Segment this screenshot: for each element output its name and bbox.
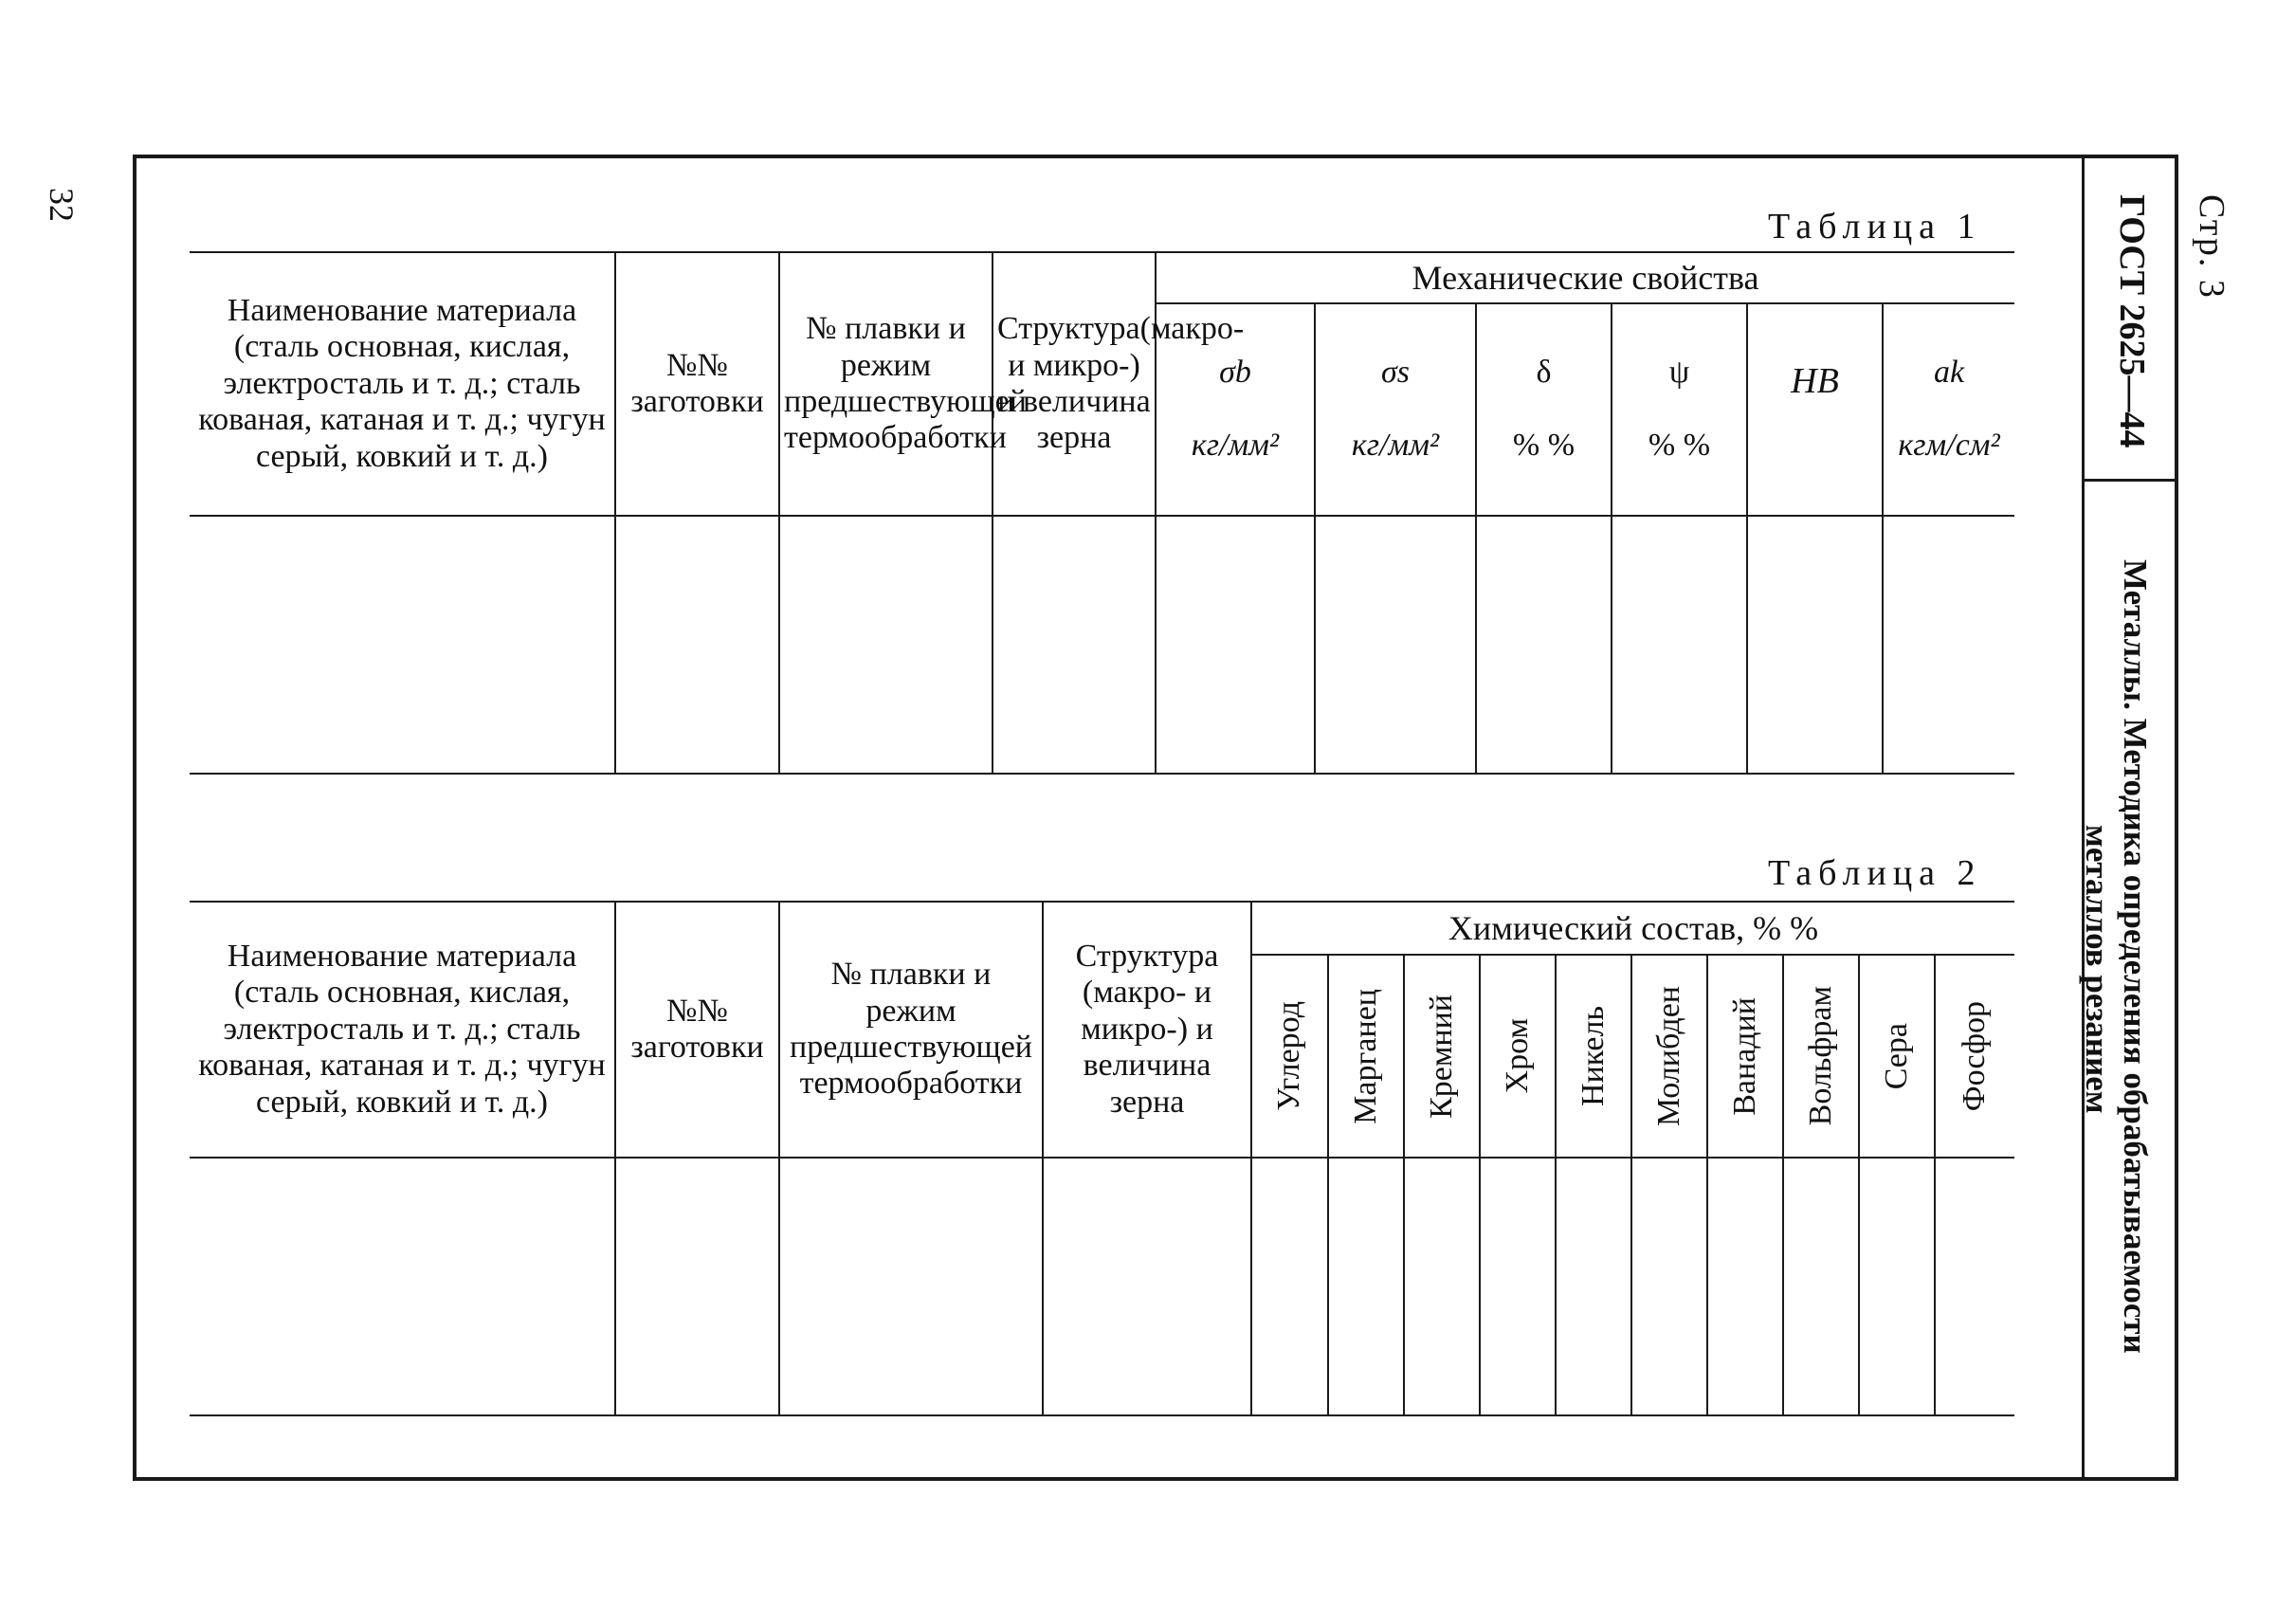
standard-title: Металлы. Методика определения обрабатываемости	[2117, 559, 2154, 1354]
table1-data-cell	[615, 516, 779, 774]
table2	[190, 901, 2014, 1416]
table2-data-cell	[1251, 1158, 1328, 1415]
gost-divider-line	[2082, 479, 2177, 482]
table2-data-cell	[615, 1158, 779, 1415]
side-divider-line	[2082, 155, 2085, 1481]
page-number: 32	[43, 188, 81, 222]
table1-data-cell	[1476, 516, 1612, 774]
table2-col-chromium	[1480, 955, 1556, 1158]
table1-header-melt: № плавки и режим предшествующей термообработки	[779, 252, 993, 516]
delta-symbol: δ	[1536, 355, 1552, 391]
table1-col-psi	[1612, 303, 1747, 516]
table2-data-cell	[190, 1158, 615, 1415]
table2-col-sulfur	[1859, 955, 1935, 1158]
table2-header-material: Наименование материала (сталь основная, кислая, электросталь и т. д.; сталь кованая, катаная и т. д.; чугун серый, ковкий и т. д.)	[190, 902, 615, 1158]
table1-col-hb	[1747, 303, 1883, 516]
table2-data-cell	[1783, 1158, 1859, 1415]
gost-number: ГОСТ 2625—44	[2112, 194, 2152, 448]
table1-data-cell	[1156, 516, 1315, 774]
table2-data-cell	[1556, 1158, 1631, 1415]
table2-header-chemical: Химический состав, % %	[1251, 902, 2014, 955]
sigma-s-unit: кг/мм²	[1351, 428, 1440, 464]
hb-symbol: HB	[1791, 361, 1839, 401]
table1-header-blank-no: №№ заготовки	[615, 252, 779, 516]
table2-data-cell	[1328, 1158, 1404, 1415]
element-label: Молибден	[1650, 985, 1686, 1127]
ak-unit: кгм/см²	[1898, 428, 2000, 464]
table2-data-cell	[1631, 1158, 1707, 1415]
table2-data-cell	[1707, 1158, 1783, 1415]
table1-data-cell	[1883, 516, 2014, 774]
table2-data-cell	[1935, 1158, 2014, 1415]
table1-data-cell	[993, 516, 1156, 774]
table1-header-material: Наименование материала (сталь основная, кислая, электросталь и т. д.; сталь кованая, катаная и т. д.; чугун серый, ковкий и т. д.)	[190, 252, 615, 516]
table2-data-cell	[1043, 1158, 1251, 1415]
table1-header-mechanical: Механические свойства	[1156, 252, 2014, 303]
table2-data-cell	[1404, 1158, 1480, 1415]
table1-data-cell	[190, 516, 615, 774]
table1-col-ak	[1883, 303, 2014, 516]
psi-unit: % %	[1648, 428, 1711, 464]
standard-title-line2: металлов резанием	[2079, 825, 2116, 1114]
table2-data-cell	[779, 1158, 1043, 1415]
element-label: Углерод	[1271, 1001, 1307, 1111]
table2-header-structure: Структура (макро- и микро-) и величина зерна	[1043, 902, 1251, 1158]
table1-col-delta	[1476, 303, 1612, 516]
table2-col-silicon	[1404, 955, 1480, 1158]
table1-data-cell	[779, 516, 993, 774]
table1-data-cell	[1747, 516, 1883, 774]
element-label: Никель	[1575, 1006, 1611, 1106]
table2-col-manganese	[1328, 955, 1404, 1158]
table2-caption: Таблица 2	[1768, 853, 1982, 893]
table1-header-structure: Структура(макро- и микро-) и величина зерна	[993, 252, 1156, 516]
frame-top-line	[136, 155, 2178, 158]
table2-data-cell	[1480, 1158, 1556, 1415]
frame-bottom-line	[133, 1477, 2178, 1481]
page-reference: Стр. 3	[2192, 194, 2231, 300]
element-label: Вольфрам	[1802, 986, 1838, 1126]
element-label: Хром	[1499, 1018, 1535, 1094]
table2-col-molybdenum	[1631, 955, 1707, 1158]
ak-symbol: ak	[1933, 355, 1965, 391]
delta-unit: % %	[1512, 428, 1576, 464]
sigma-b-symbol: σb	[1219, 355, 1251, 391]
table1	[190, 251, 2014, 775]
table2-data-cell	[1859, 1158, 1935, 1415]
table2-col-carbon	[1251, 955, 1328, 1158]
table2-header-blank-no: №№ заготовки	[615, 902, 779, 1158]
table1-data-cell	[1612, 516, 1747, 774]
element-label: Сера	[1878, 1022, 1914, 1090]
table2-col-tungsten	[1783, 955, 1859, 1158]
frame-left-line	[133, 155, 137, 1481]
table1-data-cell	[1315, 516, 1476, 774]
table2-col-vanadium	[1707, 955, 1783, 1158]
element-label: Кремний	[1423, 994, 1459, 1119]
element-label: Фосфор	[1957, 1000, 1993, 1112]
frame-right-line	[2175, 155, 2178, 1481]
sigma-b-unit: кг/мм²	[1191, 428, 1280, 464]
element-label: Ванадий	[1726, 996, 1762, 1116]
table1-caption: Таблица 1	[1768, 207, 1982, 246]
table2-col-phosphorus	[1935, 955, 2014, 1158]
sigma-s-symbol: σs	[1381, 355, 1410, 391]
table1-col-sigma-s	[1315, 303, 1476, 516]
table2-header-melt: № плавки и режим предшествующей термообработки	[779, 902, 1043, 1158]
element-label: Марганец	[1347, 988, 1383, 1124]
psi-symbol: ψ	[1668, 355, 1690, 391]
table2-col-nickel	[1556, 955, 1631, 1158]
